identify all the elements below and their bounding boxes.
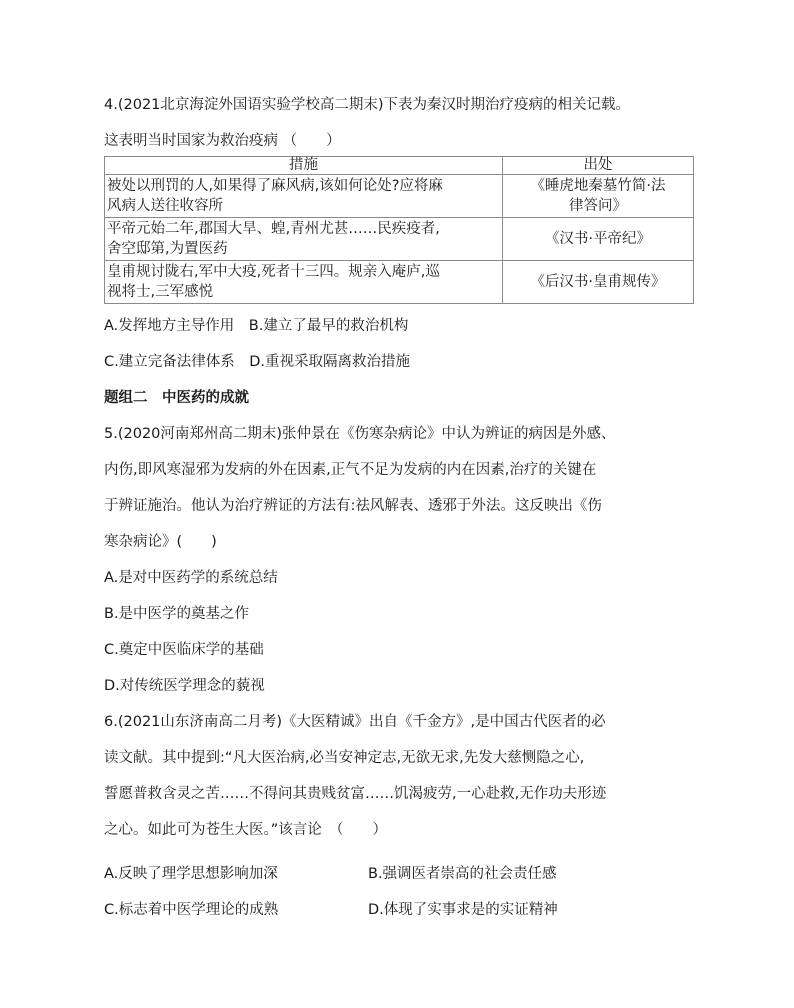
q5-stem-line-1: 5.(2020河南郑州高二期末)张仲景在《伤寒杂病论》中认为辨证的病因是外感、: [104, 426, 616, 442]
cell-line: 《后汉书·皇甫规传》: [530, 274, 666, 290]
q5-stem-line-3: 于辨证施治。他认为治疗辨证的方法有:祛风解表、透邪于外法。这反映出《伤: [104, 498, 602, 514]
table-cell-source: [503, 175, 694, 218]
table-cell-source: [503, 218, 694, 261]
table-row: [105, 218, 694, 261]
cell-line: 皇甫规讨陇右,军中大疫,死者十三四。规亲入庵庐,巡: [107, 264, 440, 280]
q6-stem-line-4: 之心。如此可为苍生大医。”该言论 （ ）: [104, 822, 388, 838]
table-cell-measure: [105, 218, 503, 261]
q5-stem-line-2: 内伤,即风寒湿邪为发病的外在因素,正气不足为发病的内在因素,治疗的关键在: [104, 462, 597, 478]
q5-option-a: A.是对中医药学的系统总结: [104, 570, 278, 586]
q5-option-b: B.是中医学的奠基之作: [104, 606, 250, 622]
q4-options-line-2: C.建立完备法律体系 D.重视采取隔离救治措施: [104, 354, 411, 370]
cell-line: 视将士,三军感悦: [107, 284, 214, 300]
cell-line: 平帝元始二年,郡国大旱、蝗,青州尤甚……民疾疫者,: [107, 221, 440, 237]
cell-line: 律答问》: [569, 198, 627, 214]
q4-stem-line-2: 这表明当时国家为救治疫病 （ ）: [104, 133, 341, 149]
q6-option-c: C.标志着中医学理论的成熟: [104, 902, 279, 918]
q6-stem-line-1: 6.(2021山东济南高二月考)《大医精诚》出自《千金方》,是中国古代医者的必: [104, 714, 606, 730]
q6-stem-line-3: 誓愿普救含灵之苦……不得问其贵贱贫富……饥渴疲劳,一心赴救,无作功夫形迹: [104, 786, 607, 802]
q6-option-d: D.体现了实事求是的实证精神: [368, 902, 558, 918]
table-header-row: [105, 157, 694, 175]
cell-line: 风病人送往收容所: [107, 198, 223, 214]
table-row: [105, 175, 694, 218]
table-cell-measure: [105, 261, 503, 304]
q6-stem-line-2: 读文献。其中提到:“凡大医治病,必当安神定志,无欲无求,先发大慈恻隐之心,: [104, 750, 585, 766]
q5-stem-line-4: 寒杂病论》( ): [104, 534, 217, 550]
cell-line: 被处以刑罚的人,如果得了麻风病,该如何论处?应将麻: [107, 178, 443, 194]
q4-options-line-1: A.发挥地方主导作用 B.建立了最早的救治机构: [104, 318, 409, 334]
cell-line: 《睡虎地秦墓竹简·法: [530, 178, 666, 194]
cell-line: 舍空邸第,为置医药: [107, 241, 228, 257]
table-cell-source: [503, 261, 694, 304]
q4-stem-line-1: 4.(2021北京海淀外国语实验学校高二期末)下表为秦汉时期治疗疫病的相关记载。: [104, 97, 631, 113]
table-header-measure: 措施: [105, 157, 503, 175]
q6-option-a: A.反映了理学思想影响加深: [104, 866, 278, 882]
q4-records-table: [104, 156, 694, 304]
q5-option-d: D.对传统医学理念的藐视: [104, 678, 265, 694]
table-cell-measure: [105, 175, 503, 218]
cell-line: 《汉书·平帝纪》: [544, 231, 652, 247]
q6-option-b: B.强调医者崇高的社会责任感: [368, 866, 557, 882]
section-title: 题组二 中医药的成就: [104, 390, 249, 406]
table-row: [105, 261, 694, 304]
q5-option-c: C.奠定中医临床学的基础: [104, 642, 264, 658]
table-header-source: 出处: [503, 157, 694, 175]
